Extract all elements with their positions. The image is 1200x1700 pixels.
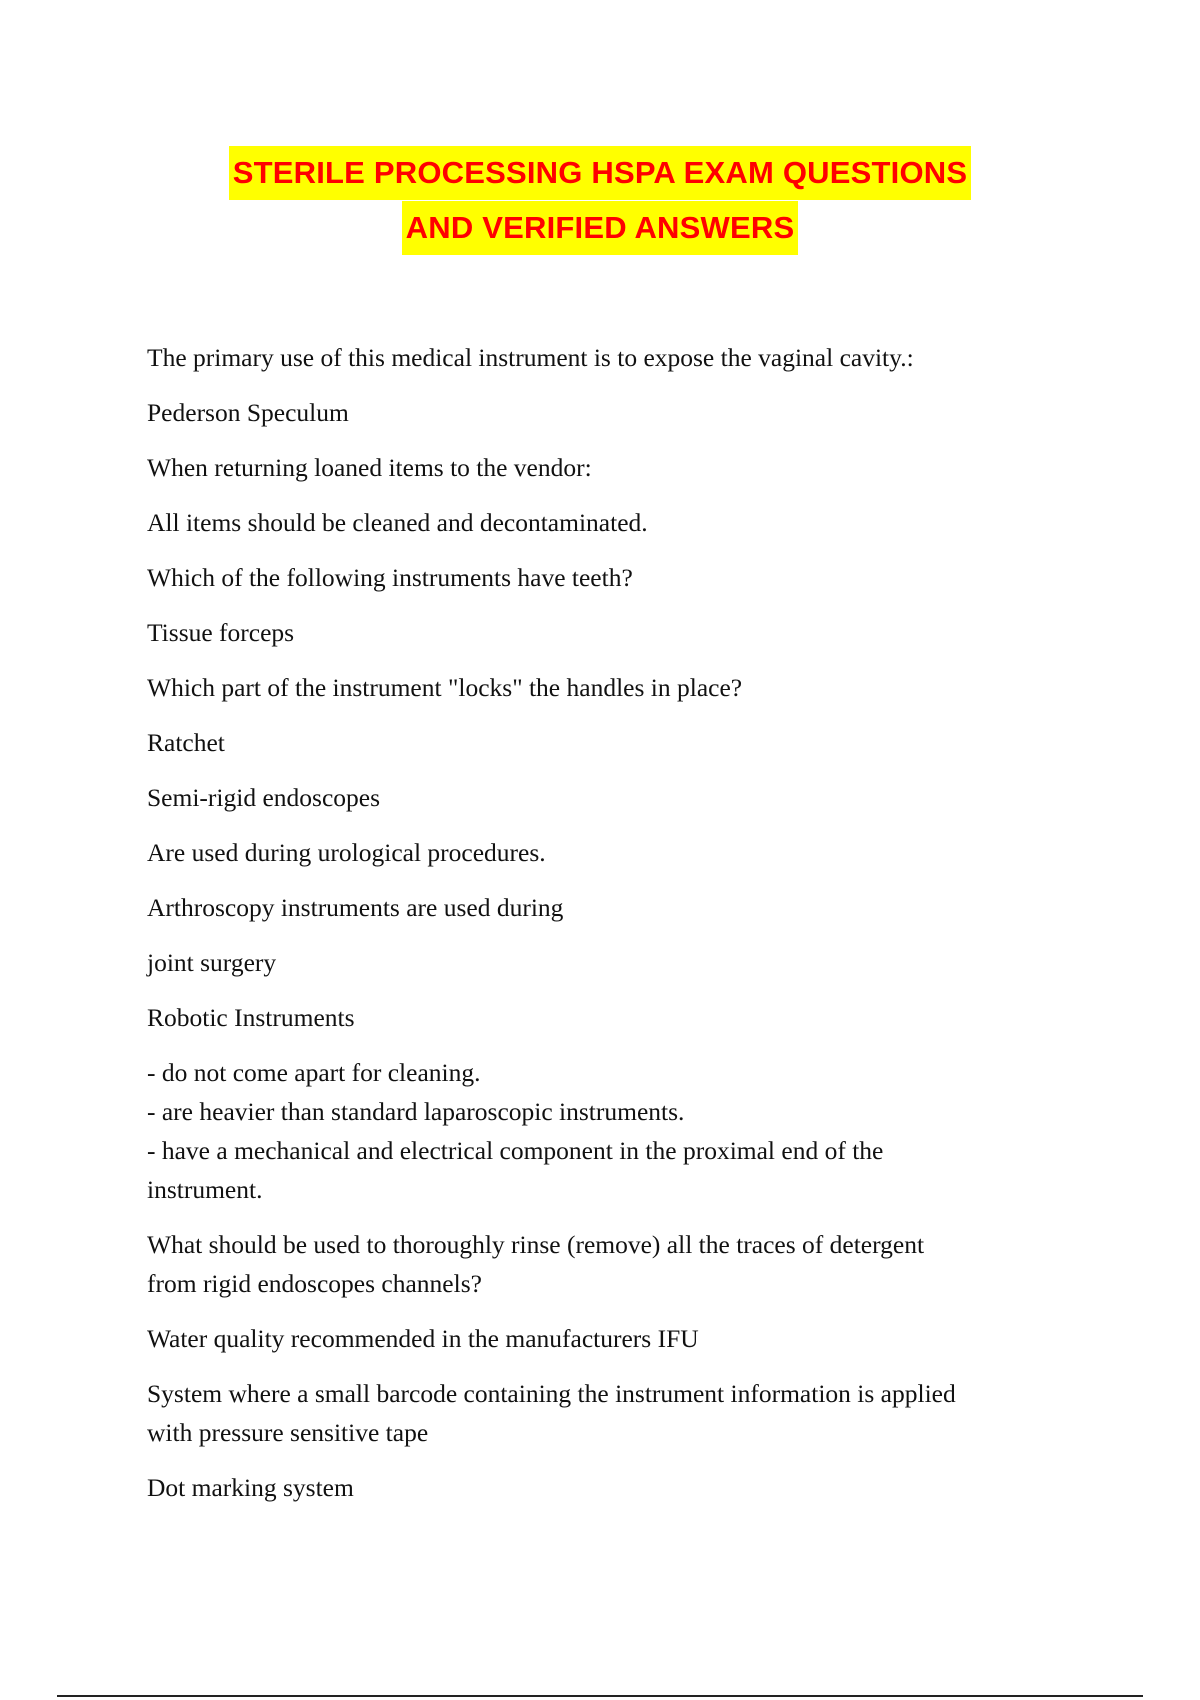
text-line: Water quality recommended in the manufacturers IFU — [147, 1324, 699, 1353]
entry-paragraph — [147, 668, 1067, 707]
entry-paragraph — [147, 1319, 1067, 1358]
entry-paragraph — [147, 723, 1067, 762]
text-line: System where a small barcode containing the instrument information is applied — [147, 1379, 956, 1408]
entry-paragraph — [147, 1225, 1067, 1303]
text-line: from rigid endoscopes channels? — [147, 1269, 482, 1298]
text-line: Which part of the instrument "locks" the handles in place? — [147, 673, 743, 702]
entry-paragraph — [147, 503, 1067, 542]
entry-paragraph — [147, 833, 1067, 872]
entry-paragraph — [147, 338, 1067, 377]
text-line: joint surgery — [147, 948, 277, 977]
entry-paragraph — [147, 1468, 1067, 1507]
title-line-1: STERILE PROCESSING HSPA EXAM QUESTIONS — [229, 146, 971, 200]
text-line: - do not come apart for cleaning. — [147, 1058, 481, 1087]
text-line: All items should be cleaned and decontaminated. — [147, 508, 648, 537]
text-line: instrument. — [147, 1175, 263, 1204]
entry-paragraph — [147, 613, 1067, 652]
text-line: - have a mechanical and electrical component in the proximal end of the — [147, 1136, 884, 1165]
text-line: The primary use of this medical instrument is to expose the vaginal cavity.: — [147, 343, 914, 372]
page-divider — [57, 1695, 1143, 1697]
entry-paragraph — [147, 1053, 1067, 1209]
text-line: Tissue forceps — [147, 618, 295, 647]
text-line: with pressure sensitive tape — [147, 1418, 429, 1447]
text-line: Arthroscopy instruments are used during — [147, 893, 564, 922]
text-line: Pederson Speculum — [147, 398, 349, 427]
entry-paragraph — [147, 448, 1067, 487]
text-line: Which of the following instruments have teeth? — [147, 563, 633, 592]
text-line: Dot marking system — [147, 1473, 354, 1502]
text-line: Robotic Instruments — [147, 1003, 355, 1032]
text-line: When returning loaned items to the vendor: — [147, 453, 592, 482]
entry-paragraph — [147, 778, 1067, 817]
entry-paragraph — [147, 943, 1067, 982]
entry-paragraph — [147, 558, 1067, 597]
text-line: Semi-rigid endoscopes — [147, 783, 380, 812]
document-body — [147, 338, 1067, 1523]
entry-paragraph — [147, 393, 1067, 432]
text-line: Ratchet — [147, 728, 225, 757]
entry-paragraph — [147, 1374, 1067, 1452]
document-title — [0, 146, 1200, 256]
title-line-2: AND VERIFIED ANSWERS — [402, 201, 799, 255]
text-line: - are heavier than standard laparoscopic instruments. — [147, 1097, 685, 1126]
text-line: Are used during urological procedures. — [147, 838, 546, 867]
text-line: What should be used to thoroughly rinse (remove) all the traces of detergent — [147, 1230, 925, 1259]
entry-paragraph — [147, 888, 1067, 927]
entry-paragraph — [147, 998, 1067, 1037]
